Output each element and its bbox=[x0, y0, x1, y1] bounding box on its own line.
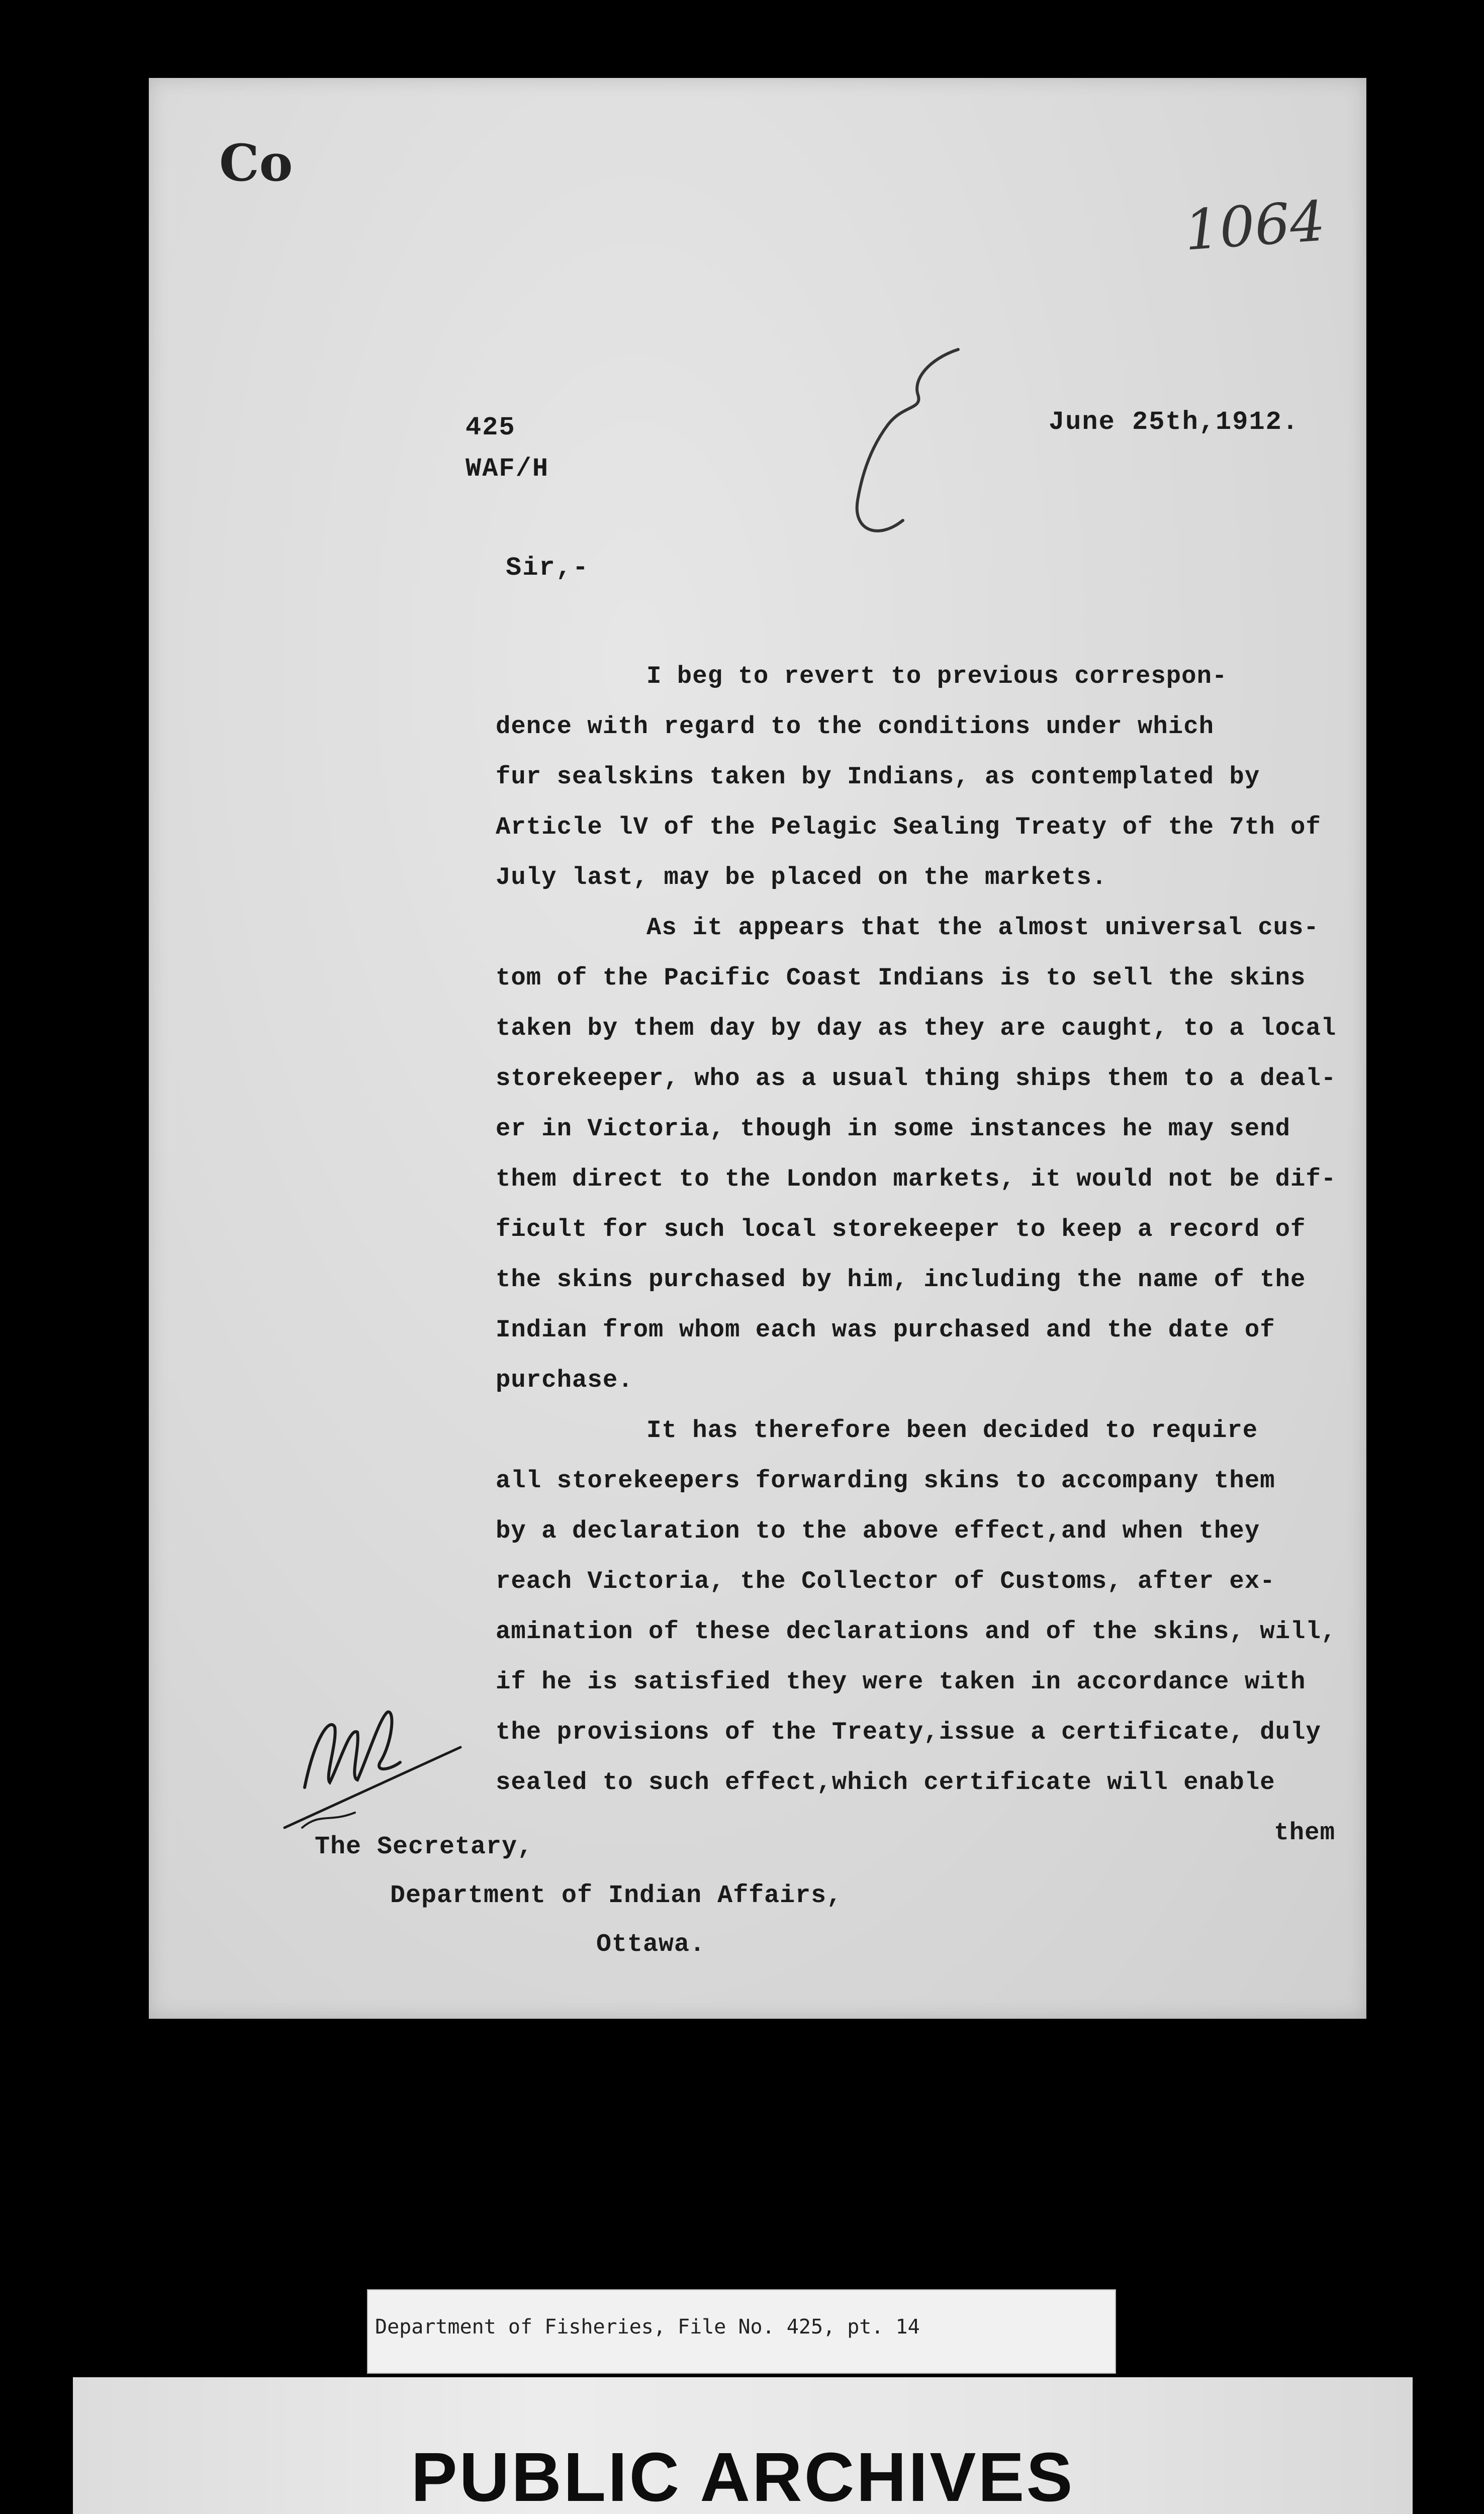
body-line: Indian from whom each was purchased and the date of bbox=[496, 1316, 1275, 1344]
addressee-department: Department of Indian Affairs, bbox=[390, 1881, 843, 1910]
salutation: Sir,- bbox=[506, 553, 590, 583]
signature-initials bbox=[274, 1662, 466, 1843]
body-line: if he is satisfied they were taken in accordance with bbox=[496, 1668, 1306, 1696]
body-line: reach Victoria, the Collector of Customs, after ex- bbox=[496, 1567, 1275, 1595]
body-line: amination of these declarations and of the skins, will, bbox=[496, 1618, 1337, 1646]
file-label bbox=[367, 2289, 1116, 2374]
archives-stamp bbox=[73, 2377, 1413, 2514]
catchword: them bbox=[1274, 1819, 1335, 1847]
body-line: Article lV of the Pelagic Sealing Treaty of the 7th of bbox=[496, 813, 1321, 841]
body-line: I beg to revert to previous correspon- bbox=[646, 662, 1228, 690]
body-line: purchase. bbox=[496, 1366, 633, 1394]
body-line: It has therefore been decided to require bbox=[646, 1416, 1258, 1445]
body-line: dence with regard to the conditions under which bbox=[496, 712, 1215, 741]
file-reference-number: 425 bbox=[466, 413, 516, 442]
initials-reference: WAF/H bbox=[466, 454, 549, 484]
body-line: July last, may be placed on the markets. bbox=[496, 863, 1107, 891]
addressee-title: The Secretary, bbox=[315, 1833, 533, 1861]
handwritten-mark bbox=[843, 339, 963, 551]
file-label-text: Department of Fisheries, File No. 425, pt. 14 bbox=[375, 2315, 920, 2339]
body-line: ficult for such local storekeeper to keep a record of bbox=[496, 1215, 1306, 1243]
body-line: sealed to such effect,which certificate will enable bbox=[496, 1768, 1275, 1797]
folio-number: 1064 bbox=[1182, 189, 1328, 263]
body-line: fur sealskins taken by Indians, as contemplated by bbox=[496, 763, 1260, 791]
body-line: tom of the Pacific Coast Indians is to sell the skins bbox=[496, 964, 1306, 992]
body-line: the provisions of the Treaty,issue a certificate, duly bbox=[496, 1718, 1321, 1746]
body-line: er in Victoria, though in some instances he may send bbox=[496, 1115, 1291, 1143]
body-line: all storekeepers forwarding skins to accompany them bbox=[496, 1467, 1275, 1495]
body-line: As it appears that the almost universal cus- bbox=[646, 914, 1319, 942]
body-line: the skins purchased by him, including the name of the bbox=[496, 1266, 1306, 1294]
addressee-block bbox=[315, 1823, 842, 1969]
body-line: by a declaration to the above effect,and when they bbox=[496, 1517, 1260, 1545]
body-line: taken by them day by day as they are caught, to a local bbox=[496, 1014, 1337, 1042]
corner-mark: Co bbox=[219, 133, 293, 193]
addressee-city: Ottawa. bbox=[596, 1930, 706, 1959]
archives-line-english: PUBLIC ARCHIVES bbox=[411, 2439, 1075, 2514]
body-line: storekeeper, who as a usual thing ships them to a deal- bbox=[496, 1064, 1337, 1093]
letter-date: June 25th,1912. bbox=[1049, 407, 1300, 437]
letter-page bbox=[149, 78, 1366, 2019]
reference-block bbox=[466, 407, 549, 490]
letter-body bbox=[496, 651, 1350, 1858]
body-line: them direct to the London markets, it would not be dif- bbox=[496, 1165, 1337, 1193]
